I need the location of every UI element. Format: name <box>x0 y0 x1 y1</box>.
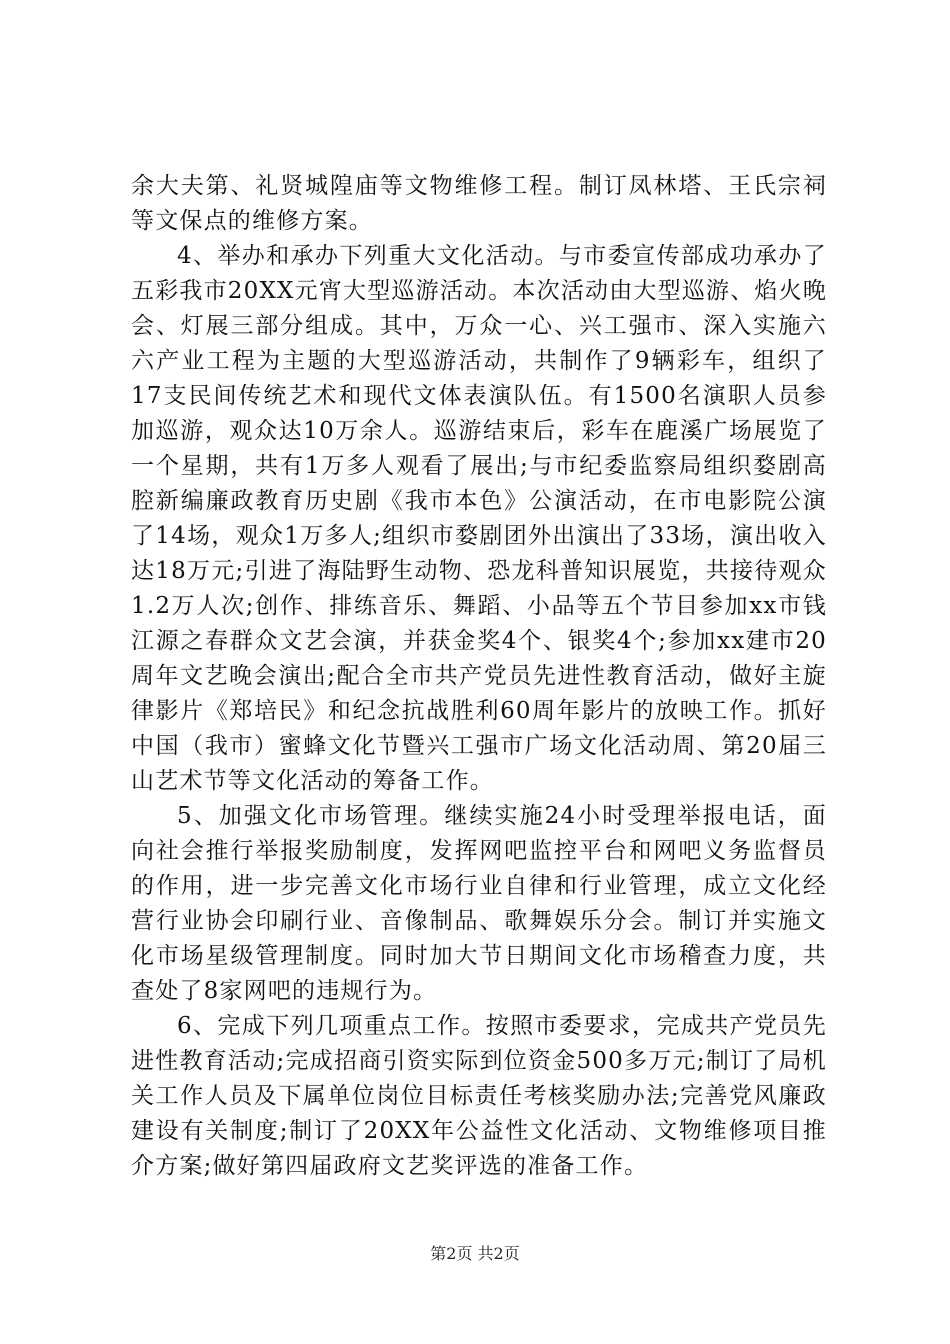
paragraph-key-work: 6、完成下列几项重点工作。按照市委要求，完成共产党员先进性教育活动;完成招商引资实际到位资金500多万元;制订了局机关工作人员及下属单位岗位目标责任考核奖励办法;完善党风廉政建设有关制度;制订了20XX年公益性文化活动、文物维修项目推介方案;做好第四届政府文艺奖评选的准备工作。 <box>131 1013 827 1179</box>
document-body <box>131 169 827 1184</box>
paragraph-market-management: 5、加强文化市场管理。继续实施24小时受理举报电话，面向社会推行举报奖励制度，发挥网吧监控平台和网吧义务监督员的作用，进一步完善文化市场行业自律和行业管理，成立文化经营行业协会印刷行业、音像制品、歌舞娱乐分会。制订并实施文化市场星级管理制度。同时加大节日期间文化市场稽查力度，共查处了8家网吧的违规行为。 <box>131 803 827 1004</box>
paragraph-heritage-repair: 余大夫第、礼贤城隍庙等文物维修工程。制订凤林塔、王氏宗祠等文保点的维修方案。 <box>131 173 827 234</box>
paragraph-cultural-activities: 4、举办和承办下列重大文化活动。与市委宣传部成功承办了五彩我市20XX元宵大型巡游活动。本次活动由大型巡游、焰火晚会、灯展三部分组成。其中，万众一心、兴工强市、深入实施六六产业工程为主题的大型巡游活动，共制作了9辆彩车，组织了17支民间传统艺术和现代文体表演队伍。有1500名演职人员参加巡游，观众达10万余人。巡游结束后，彩车在鹿溪广场展览了一个星期，共有1万多人观看了展出;与市纪委监察局组织婺剧高腔新编廉政教育历史剧《我市本色》公演活动，在市电影院公演了14场，观众1万多人;组织市婺剧团外出演出了33场，演出收入达18万元;引进了海陆野生动物、恐龙科普知识展览，共接待观众1.2万人次;创作、排练音乐、舞蹈、小品等五个节目参加xx市钱江源之春群众文艺会演，并获金奖4个、银奖4个;参加xx建市20周年文艺晚会演出;配合全市共产党员先进性教育活动，做好主旋律影片《郑培民》和纪念抗战胜利60周年影片的放映工作。抓好中国（我市）蜜蜂文化节暨兴工强市广场文化活动周、第20届三山艺术节等文化活动的筹备工作。 <box>131 243 828 794</box>
page-footer: 第2页 共2页 <box>430 1244 520 1263</box>
